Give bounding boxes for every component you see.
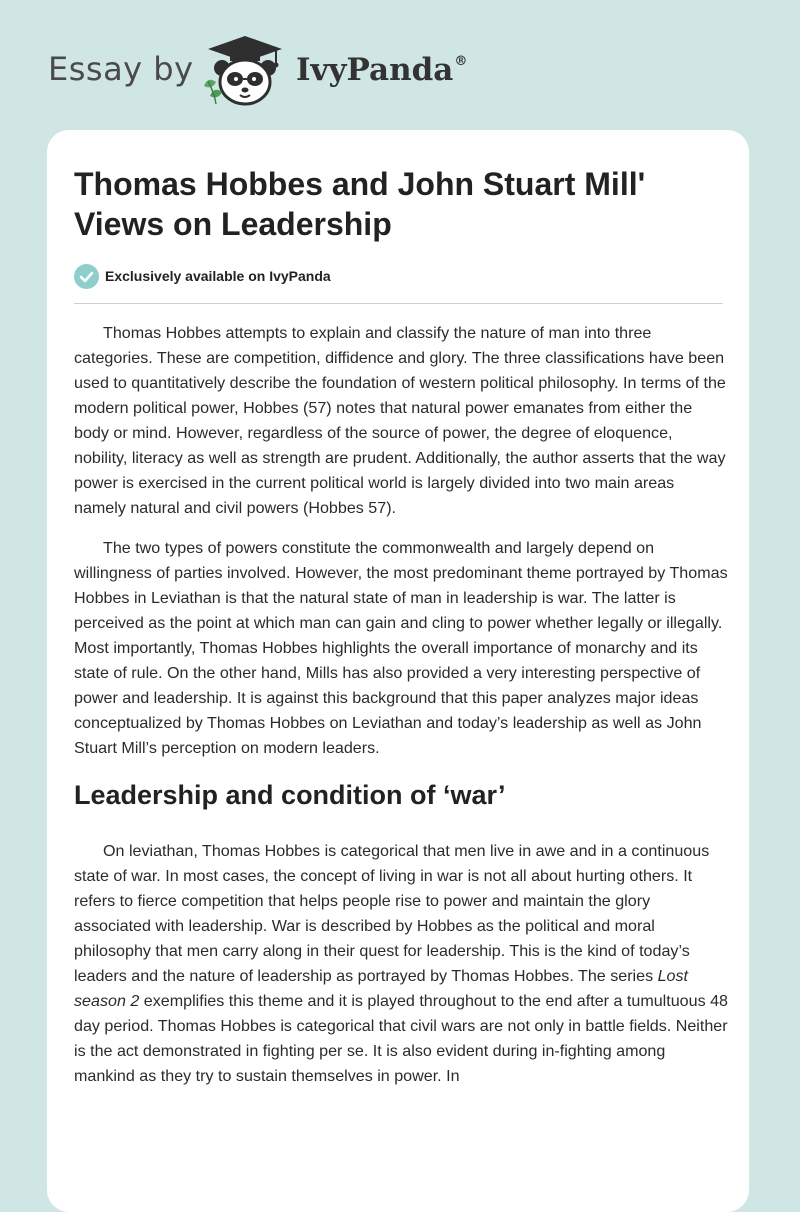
page-title: Thomas Hobbes and John Stuart Mill' Views on Leadership bbox=[74, 166, 646, 242]
check-circle-icon bbox=[74, 264, 99, 289]
brand-name[interactable]: IvyPanda® bbox=[296, 52, 468, 88]
paragraph-text: On leviathan, Thomas Hobbes is categorical that men live in awe and in a continuous state of war. In most cases, the concept of living in war is not all about hurting others. It refers to fierce competition that helps people rise to power and maintain the glory associated with leadership. War is described by Hobbes as the political and moral philosophy that men carry along in their quest for leadership. This is the kind of today’s leaders and the nature of leadership as portrayed by Thomas Hobbes. The series bbox=[74, 842, 710, 985]
section-heading: Leadership and condition of ‘war’ bbox=[74, 780, 506, 810]
paragraph: The two types of powers constitute the commonwealth and largely depend on willingness of parties involved. However, the most predominant theme portrayed by Thomas Hobbes in Leviathan is that the natural state of man in leadership is war. The latter is perceived as the point at which man can gain and cling to power whether legally or illegally. Most importantly, Thomas Hobbes highlights the overall importance of monarchy and its state of rule. On the other hand, Mills has also provided a very interesting perspective of power and leadership. It is against this background that this paper analyzes major ideas conceptualized by Thomas Hobbes on Leviathan and today’s leadership as well as John Stuart Mill’s perception on modern leaders. bbox=[74, 539, 728, 757]
exclusive-badge bbox=[74, 263, 331, 289]
essay-body bbox=[74, 321, 729, 1104]
exclusive-label: Exclusively available on IvyPanda bbox=[105, 268, 331, 284]
panda-graduate-logo[interactable] bbox=[200, 34, 290, 108]
paragraph: Thomas Hobbes attempts to explain and classify the nature of man into three categories. These are competition, diffidence and glory. The three classifications have been used to quantitatively describe the foundation of western political philosophy. In terms of the modern political power, Hobbes (57) notes that natural power emanates from either the body or mind. However, regardless of the source of power, the degree of eloquence, nobility, literacy as well as strength are prudent. Additionally, the author asserts that the way power is exercised in the current political world is largely divided into two main areas namely natural and civil powers (Hobbes 57). bbox=[74, 324, 726, 517]
divider bbox=[74, 303, 723, 304]
essay-card bbox=[47, 130, 749, 1212]
registered-mark: ® bbox=[454, 54, 468, 69]
paragraph bbox=[74, 839, 729, 1089]
site-header bbox=[0, 0, 800, 130]
essay-by-label: Essay by bbox=[48, 50, 194, 88]
series-title: Lost season 2 bbox=[74, 967, 689, 1010]
paragraph-text: exemplifies this theme and it is played throughout to the end after a tumultuous 48 day period. Thomas Hobbes is categorical that civil wars are not only in battle fields. Neither is the act demonstrated in fighting per se. It is also evident during in-fighting among mankind as they try to sustain themselves in power. In bbox=[74, 992, 728, 1085]
